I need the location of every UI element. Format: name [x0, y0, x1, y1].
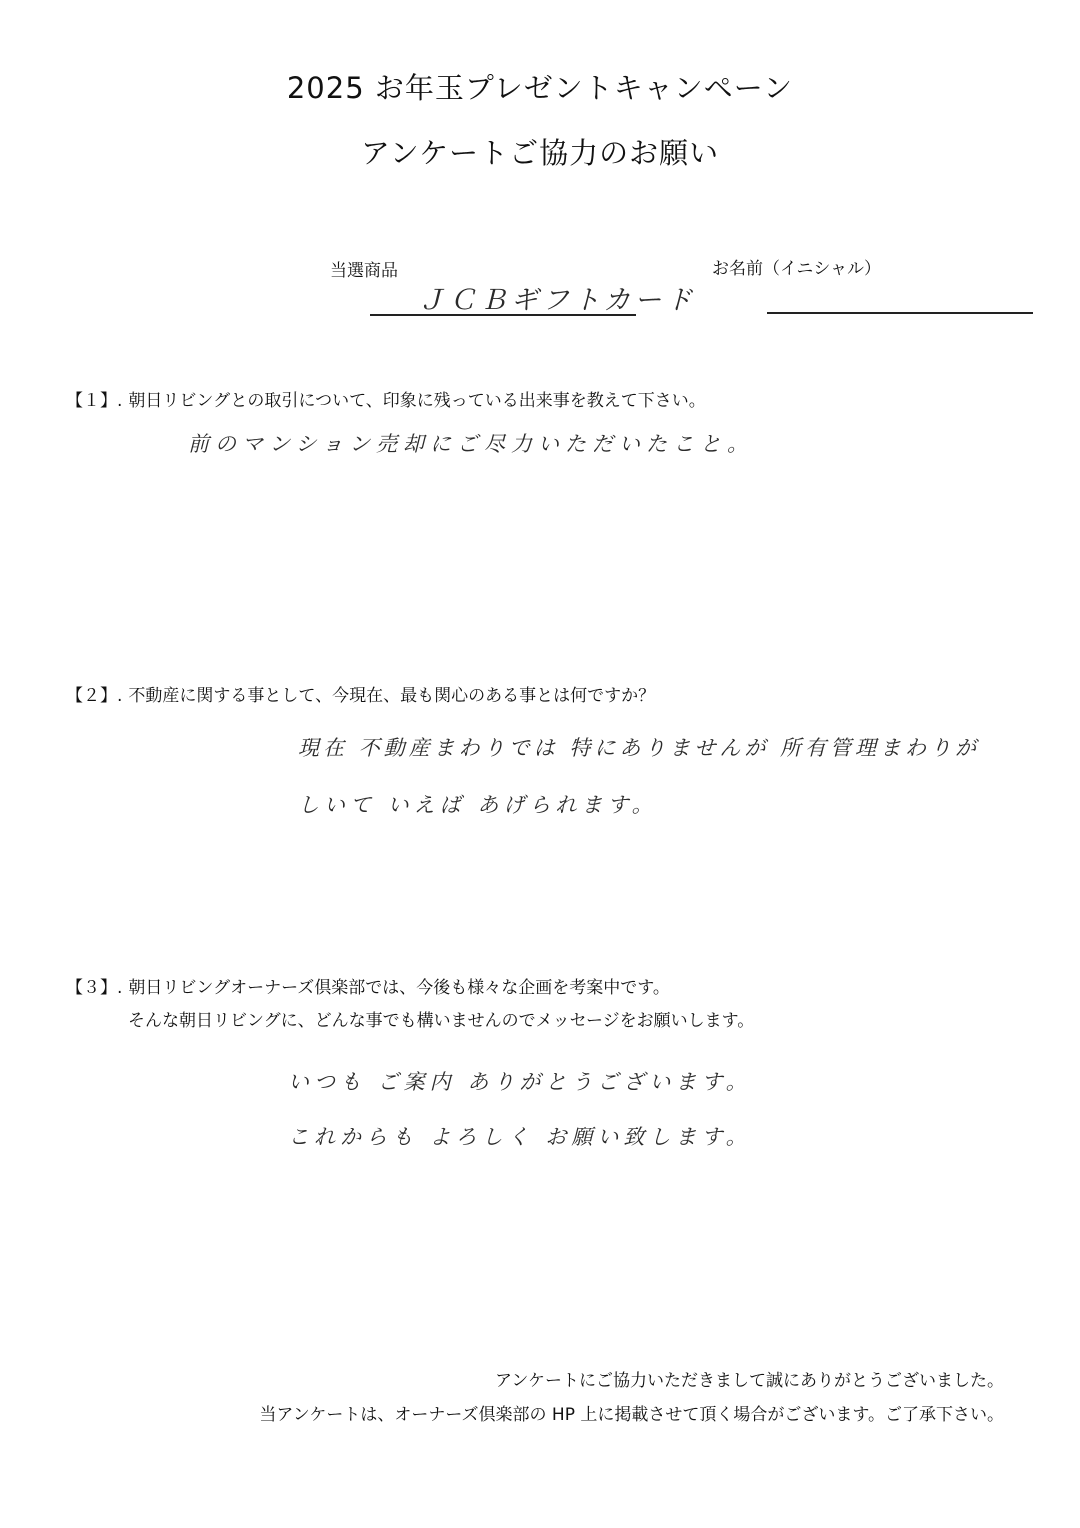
question-1-text: 朝日リビングとの取引について、印象に残っている出来事を教えて下さい。 [128, 391, 706, 411]
question-3-text: 朝日リビングオーナーズ倶楽部では、今後も様々な企画を考案中です。 [128, 978, 670, 998]
answer-3-line-2: これからも よろしく お願い致します。 [288, 1125, 752, 1149]
question-1 [66, 386, 706, 411]
page-subtitle: アンケートご協力のお願い [360, 136, 720, 170]
prize-underline [370, 314, 636, 316]
footer-notice: 当アンケートは、オーナーズ倶楽部の HP 上に掲載させて頂く場合がございます。ご了承下さい。 [259, 1405, 1004, 1425]
answer-1-line-1: 前のマンション売却にご尽力いただいたこと。 [188, 432, 755, 456]
question-1-number: 【１】. [66, 391, 123, 411]
name-label: お名前（イニシャル） [712, 259, 881, 279]
question-3 [66, 973, 670, 998]
question-2 [66, 681, 655, 706]
question-3-number: 【３】. [66, 978, 123, 998]
answer-2-line-2: しいて いえば あげられます。 [298, 793, 658, 817]
prize-label: 当選商品 [330, 261, 398, 281]
answer-3-line-1: いつも ご案内 ありがとうございます。 [288, 1070, 752, 1094]
footer-thanks: アンケートにご協力いただきまして誠にありがとうございました。 [495, 1371, 1004, 1391]
name-underline [767, 312, 1033, 314]
prize-value: ＪＣＢギフトカード [418, 285, 697, 316]
answer-2-line-1: 現在 不動産まわりでは 特にありませんが 所有管理まわりが [298, 736, 981, 760]
question-2-number: 【２】. [66, 686, 123, 706]
question-2-text: 不動産に関する事として、今現在、最も関心のある事とは何ですか？ [128, 686, 656, 706]
page-title: 2025 お年玉プレゼントキャンペーン [286, 71, 794, 105]
question-3-text-line-2: そんな朝日リビングに、どんな事でも構いませんのでメッセージをお願いします。 [128, 1011, 755, 1031]
